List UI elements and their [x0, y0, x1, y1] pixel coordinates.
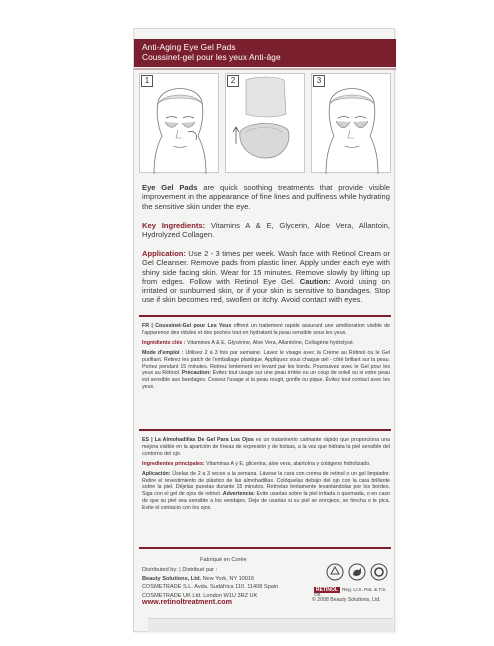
spanish-ingredients-label: Ingredientes principales:	[142, 460, 205, 467]
recycle-icon	[326, 563, 344, 581]
spanish-heading: ES | La Almohadillas De Gel Para Los Ojos	[142, 437, 254, 443]
french-ingredients-text: Vitamines A & E, Glycérine, Aloe Vera, Allantoïne, Collagène hydrolysé.	[185, 339, 355, 346]
ingredients-text: Vitamins A & E, Glycerin, Aloe Vera, Allantoin, Hydrolyzed Collagen.	[142, 221, 390, 240]
title-english: Anti-Aging Eye Gel Pads	[142, 42, 236, 52]
distributed-by: Distributed by: | Distribué par :	[142, 567, 218, 573]
divider	[139, 429, 391, 431]
application-text: Use 2 - 3 times per week. Wash face with Retinol Cream or Gel Cleanser. Remove pads from plastic liner. Apply under each eye with shiny side facing skin. Wear for 15 minutes. Remove slowly by lifting up from edges. Follow with Retinol Eye Gel.	[142, 249, 390, 286]
french-ingredients-label: Ingrédients clés :	[142, 339, 186, 346]
peeling-pad-illustration	[226, 74, 306, 174]
pads-under-eyes-illustration	[312, 74, 392, 174]
spanish-intro: es un tratamiento calmante rápido que proporciona una mejora visible en la aparición de líneas de expresión y de bolsas, a la vez que hidrata la piel sensible del contorno del ojo.	[142, 437, 390, 457]
french-section	[142, 323, 390, 391]
product-name: Eye Gel Pads	[142, 183, 198, 192]
spanish-aplicacion-text: Úselas de 2 a 3 veces a la semana. Lávese la cara con crema de retinol o un gel limpiador. Retire el revestimiento de plástico de las almohadillas. Colóquelas debajo del ojo con la cara brillante sobre la piel. Déjelas puestas durante 15 minutos. Retírelas lentamente levantándolas por los bordes. Siga con el gel de ojos de retinol.	[142, 470, 390, 498]
company-name: Beauty Solutions, Ltd.	[142, 575, 202, 582]
english-application	[142, 249, 390, 305]
step-2-panel	[225, 73, 305, 173]
divider	[139, 547, 391, 549]
spanish-section	[142, 437, 390, 512]
copyright: © 2008 Beauty Solutions, Ltd.	[312, 597, 381, 603]
trademark-text: Reg. U.S. Pat. & Tm. Off.	[314, 588, 387, 598]
french-intro: offrent un traitement rapide assurant une amélioration visible de l'apparence des ridules et des poches tout en hydratant la peau sensible sous les yeux.	[142, 323, 391, 336]
no-animal-testing-icon	[348, 563, 366, 581]
english-ingredients	[142, 221, 390, 240]
french-precaution-label: Précaution:	[181, 370, 211, 377]
distributor-block	[142, 566, 278, 600]
title-banner	[134, 39, 396, 67]
caution-label: Caution:	[299, 276, 331, 286]
ingredients-label: Key Ingredients:	[142, 221, 206, 230]
box-bottom-flap	[148, 618, 393, 632]
spanish-ingredients-text: Vitaminas A y E, glicerina, aloe vera, alantoína y colágeno hidrolizado.	[204, 460, 371, 467]
intro-text: are quick soothing treatments that provide visible improvement in the appearance of fine lines and puffiness while hydrating the sensitive skin under the eye.	[142, 183, 391, 211]
step-number: 1	[141, 75, 153, 87]
step-number: 2	[227, 75, 239, 87]
face-with-pads-illustration	[140, 74, 220, 174]
french-precaution-text: Évitez tout usage sur une peau irritée ou un coup de soleil ou si votre peau est sensible aux bandages. Cessez l'usage si la peau rougit, gonfle ou pique. Évitez tout contact avec les yeux.	[142, 370, 390, 391]
english-intro	[142, 183, 390, 211]
made-in-label: Fabriqué en Corée	[200, 557, 247, 563]
company-city: New York, NY 10016	[201, 575, 255, 582]
symbol-icons	[326, 563, 392, 583]
spanish-aplicacion-label: Aplicación:	[142, 470, 171, 477]
product-box-back	[133, 28, 395, 632]
french-mode-text: Utilisez 2 à 3 fois par semaine. Lavez le visage avec la Crème au Rétinol ou le Gel purifiant. Retirez les patch de l'emballage plastique. Appliquez sous chaque œil - côté brillant sur la peau. Portez pendant 15 minutes. Retirez lentement en levant par les bords. Poursuivez avec le Gel pour les yeux au Rétinol.	[142, 349, 390, 377]
divider	[139, 315, 391, 317]
step-3-panel	[311, 73, 391, 173]
instruction-illustrations	[139, 73, 391, 175]
french-heading: FR | Coussinet-Gel pour Les Yeux	[142, 323, 232, 329]
title-french: Coussinet-gel pour les yeux Anti-âge	[142, 52, 281, 62]
application-label: Application:	[142, 249, 186, 258]
cosmetrade-uk: COSMETRADE UK Ltd. London W1U 3RZ UK	[142, 592, 258, 599]
caution-text: Avoid using on irritated or sunburned skin, or if your skin is sensitive to bandages. Stop use if skin becomes red, swollen or itchy. Avoid contact with eyes.	[142, 276, 390, 305]
step-1-panel	[139, 73, 219, 173]
company-line	[142, 575, 278, 584]
spanish-advertencia-text: Evite usarlas sobre la piel irritada o quemada, o en caso de que su piel sea sensible a los vendajes. Deje de usarlas si su piel se enrojece, se hincha o le pica. Evite el contacto con los ojos.	[142, 491, 390, 512]
website-link[interactable]: www.retinoltreatment.com	[142, 597, 232, 606]
retinol-badge: RETINOL	[316, 587, 338, 593]
green-dot-icon	[370, 563, 388, 581]
cosmetrade-spain: COSMETRADE S.L. Avda. Sudáfrica 110. 11408 Spain	[142, 584, 279, 591]
spanish-advertencia-label: Advertencia:	[222, 491, 255, 498]
french-mode-label: Mode d'emploi :	[142, 349, 184, 356]
step-number: 3	[313, 75, 325, 87]
